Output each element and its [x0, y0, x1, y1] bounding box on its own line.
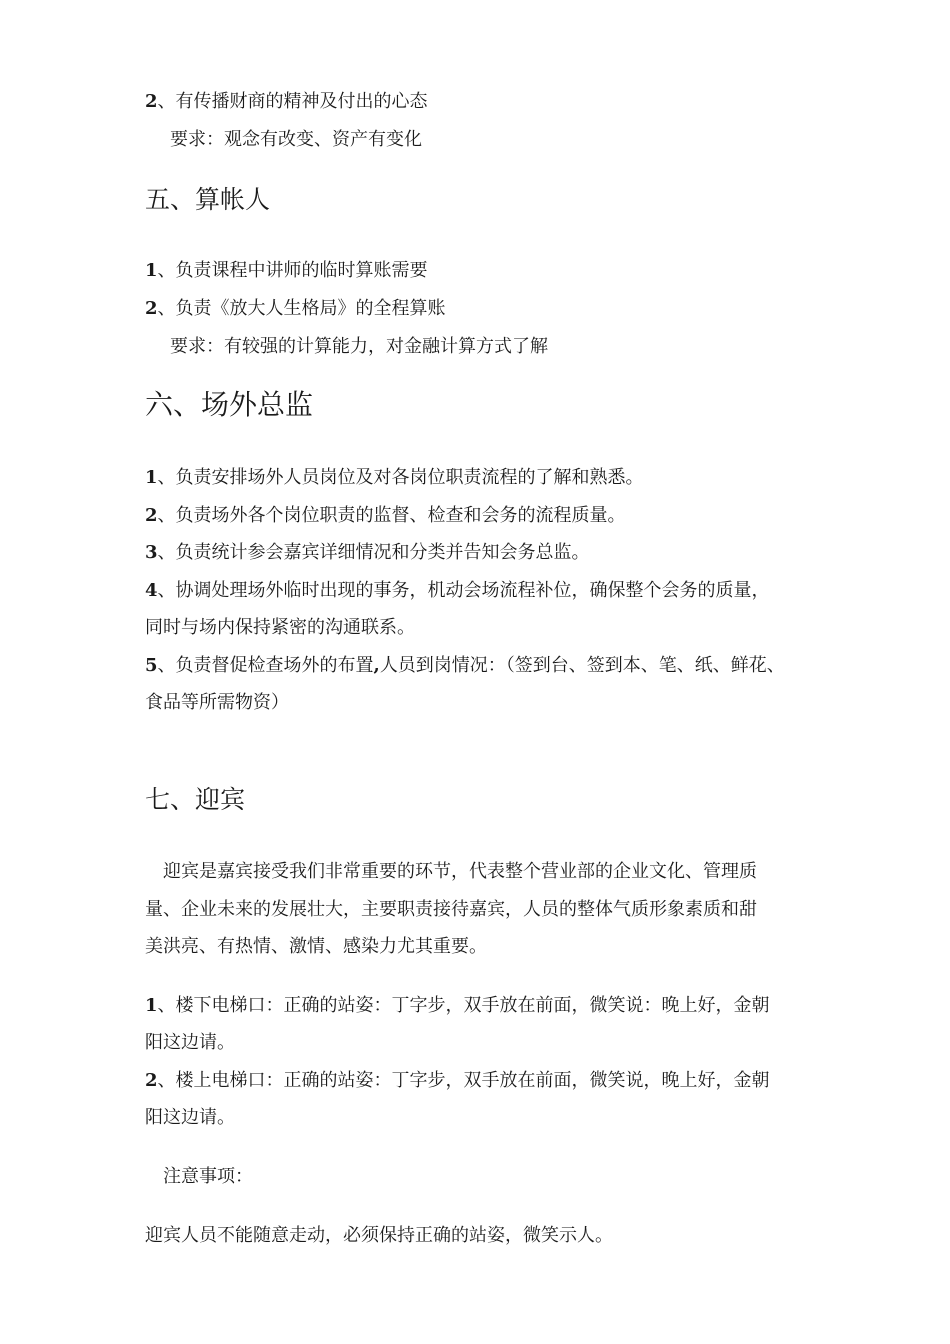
item-number: 2	[145, 298, 158, 319]
notes-text: 迎宾人员不能随意走动，必须保持正确的站姿，微笑示人。	[145, 1225, 613, 1246]
paragraph-line: 量、企业未来的发展壮大，主要职责接待嘉宾，人员的整体气质形象素质和甜	[145, 899, 757, 920]
list-item-continuation: 同时与场内保持紧密的沟通联系。	[145, 617, 415, 638]
item-text: 、负责《放大人生格局》的全程算账	[157, 298, 446, 319]
section-heading: 七、迎宾	[145, 785, 246, 814]
list-item	[145, 654, 785, 678]
item-text: 、协调处理场外临时出现的事务，机动会场流程补位，确保整个会务的质量，	[157, 580, 770, 601]
item-text: 、楼下电梯口：正确的站姿：丁字步，双手放在前面，微笑说：晚上好，金朝	[157, 995, 770, 1016]
list-item	[145, 466, 644, 490]
item-number: 5	[145, 655, 158, 676]
list-item	[145, 541, 590, 565]
item-number: 1	[145, 467, 158, 488]
item-text: 、楼上电梯口：正确的站姿：丁字步，双手放在前面，微笑说，晚上好，金朝	[157, 1070, 770, 1091]
item-number: 2	[145, 1070, 158, 1091]
item-text: 、负责场外各个岗位职责的监督、检查和会务的流程质量。	[157, 505, 626, 526]
list-item	[145, 297, 446, 321]
list-item-continuation: 阳这边请。	[145, 1107, 235, 1128]
notes-label: 注意事项：	[163, 1166, 253, 1187]
item-comma: ,	[373, 655, 380, 676]
list-item	[145, 504, 626, 528]
section-heading: 六、场外总监	[145, 388, 314, 421]
list-item	[145, 994, 770, 1018]
list-item-continuation: 食品等所需物资）	[145, 692, 289, 713]
item-text: 、负责课程中讲师的临时算账需要	[157, 260, 428, 281]
item-text-continued: 人员到岗情况：（签到台、签到本、笔、纸、鲜花、	[379, 655, 785, 676]
list-item	[145, 579, 770, 603]
paragraph-line: 迎宾是嘉宾接受我们非常重要的环节，代表整个营业部的企业文化、管理质	[163, 861, 757, 882]
list-item-continuation: 阳这边请。	[145, 1032, 235, 1053]
requirement-text: 要求：观念有改变、资产有变化	[170, 129, 422, 150]
item-number: 2	[145, 91, 158, 112]
paragraph-line: 美洪亮、有热情、激情、感染力尤其重要。	[145, 936, 487, 957]
requirement-text: 要求：有较强的计算能力，对金融计算方式了解	[170, 336, 548, 357]
item-number: 1	[145, 995, 158, 1016]
list-item	[145, 90, 428, 114]
item-number: 2	[145, 505, 158, 526]
list-item	[145, 259, 428, 283]
item-number: 4	[145, 580, 158, 601]
list-item	[145, 1069, 770, 1093]
item-text: 、负责督促检查场外的布置	[157, 655, 374, 676]
item-number: 3	[145, 542, 158, 563]
item-text: 、负责安排场外人员岗位及对各岗位职责流程的了解和熟悉。	[157, 467, 644, 488]
item-text: 、有传播财商的精神及付出的心态	[157, 91, 428, 112]
section-heading: 五、算帐人	[145, 185, 271, 214]
item-text: 、负责统计参会嘉宾详细情况和分类并告知会务总监。	[157, 542, 590, 563]
item-number: 1	[145, 260, 158, 281]
